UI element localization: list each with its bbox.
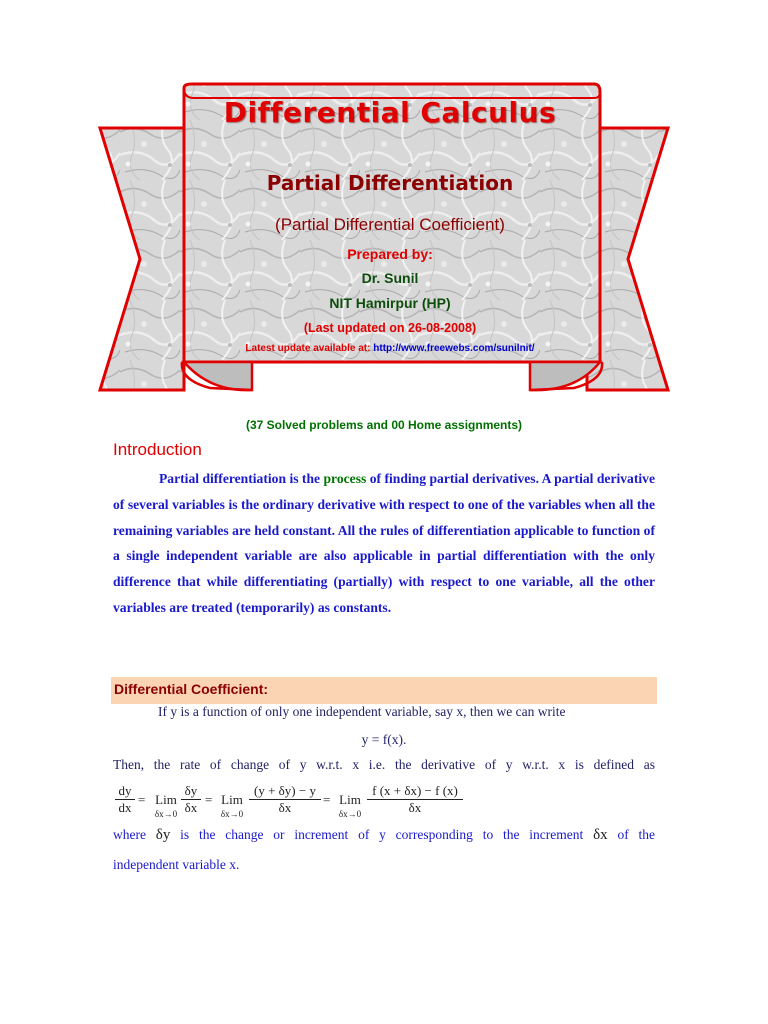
author-institution: NIT Hamirpur (HP) bbox=[329, 295, 451, 311]
line4-text-a: where bbox=[113, 827, 156, 842]
differential-coefficient-heading: Differential Coefficient: bbox=[114, 681, 269, 697]
fraction-2-denominator: δx bbox=[278, 800, 292, 815]
fraction-2-numerator: (y + δy) − y bbox=[249, 783, 321, 800]
document-subtitle: Partial Differentiation bbox=[266, 171, 514, 195]
formula-fraction-2 bbox=[249, 783, 321, 816]
line4-text-b: is the change or increment of y corresponding to the increment bbox=[170, 827, 594, 842]
introduction-heading: Introduction bbox=[113, 440, 202, 459]
limit-label: Lim bbox=[221, 792, 243, 807]
latest-update-prefix: Latest update available at: bbox=[245, 343, 374, 354]
formula-limit-3 bbox=[333, 792, 367, 819]
formula-lhs-numerator: dy bbox=[115, 783, 135, 800]
line4-text-c: of the bbox=[607, 827, 655, 842]
formula-equals-1: = bbox=[138, 792, 146, 807]
definition-line-5: independent variable x. bbox=[113, 857, 240, 872]
title-banner bbox=[0, 0, 768, 410]
introduction-paragraph bbox=[113, 466, 655, 621]
intro-text-part1: Partial differentiation is the bbox=[159, 471, 324, 486]
fraction-1-numerator: δy bbox=[181, 783, 201, 800]
formula-fraction-1 bbox=[181, 783, 201, 816]
limit-label: Lim bbox=[339, 792, 361, 807]
intro-text-part2: of finding partial derivatives. A partial derivative of several variables is the ordinary derivative with respect to one of the variables when all the remaining variables are held constant. All the rules of differentiation applicable to function of a single independent variable are also applicable in partial differentiation with the only difference that while differentiating (partially) with respect to one variable, all the other variables are treated (temporarily) as constants. bbox=[113, 471, 655, 615]
formula-equals-2: = bbox=[205, 792, 213, 807]
latest-update-line bbox=[180, 343, 600, 354]
document-subtitle-secondary: (Partial Differential Coefficient) bbox=[275, 215, 505, 234]
definition-line-1: If y is a function of only one independent variable, say x, then we can write bbox=[158, 704, 566, 719]
delta-y-symbol: δy bbox=[155, 827, 171, 843]
limit-subscript: δx→0 bbox=[154, 809, 178, 819]
formula-equals-3: = bbox=[323, 792, 331, 807]
prepared-by-label: Prepared by: bbox=[347, 246, 433, 262]
formula-lhs-denominator: dx bbox=[118, 800, 132, 815]
definition-line-3: Then, the rate of change of y w.r.t. x i.e. the derivative of y w.r.t. x is defined as bbox=[113, 757, 655, 772]
limit-subscript: δx→0 bbox=[220, 809, 244, 819]
definition-line-4 bbox=[113, 827, 655, 844]
problem-count-note: (37 Solved problems and 00 Home assignments) bbox=[245, 418, 523, 432]
delta-x-symbol: δx bbox=[593, 827, 608, 843]
author-name: Dr. Sunil bbox=[361, 270, 419, 286]
function-equation: y = f(x). bbox=[361, 732, 407, 747]
intro-highlight-word: process bbox=[323, 471, 367, 486]
formula-lhs-fraction bbox=[115, 783, 135, 816]
latest-update-link[interactable]: http://www.freewebs.com/sunilnit/ bbox=[373, 343, 535, 354]
derivative-formula bbox=[113, 778, 493, 824]
fraction-3-denominator: δx bbox=[408, 800, 422, 815]
limit-subscript: δx→0 bbox=[338, 809, 362, 819]
fraction-3-numerator: f (x + δx) − f (x) bbox=[367, 783, 463, 800]
fraction-1-denominator: δx bbox=[184, 800, 198, 815]
document-title: Differential Calculus bbox=[223, 96, 557, 129]
limit-label: Lim bbox=[155, 792, 177, 807]
formula-limit-1 bbox=[149, 792, 183, 819]
formula-limit-2 bbox=[215, 792, 249, 819]
last-updated-note: (Last updated on 26-08-2008) bbox=[303, 321, 477, 335]
formula-fraction-3 bbox=[367, 783, 463, 816]
